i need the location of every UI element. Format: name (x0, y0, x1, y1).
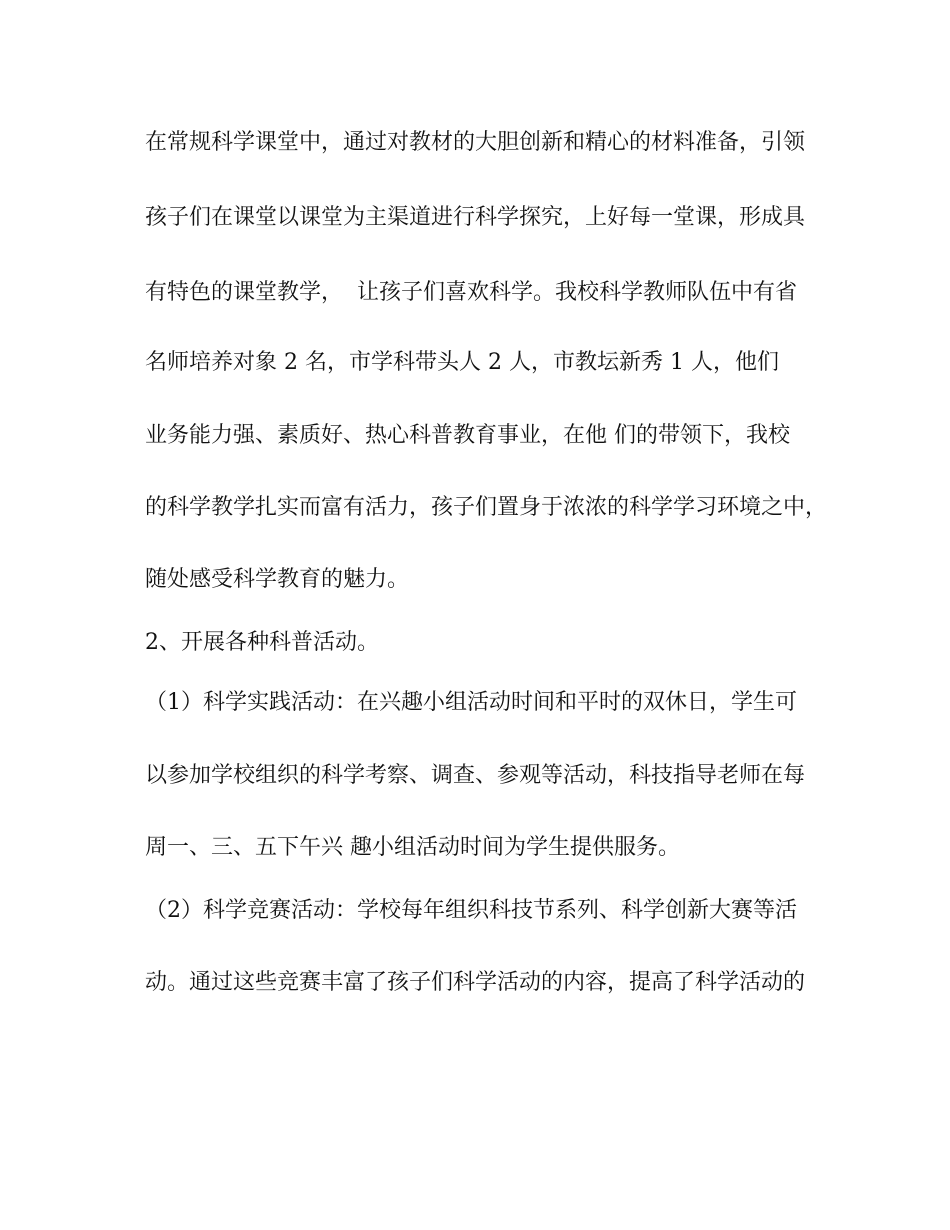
paragraph-line: 名师培养对象 2 名，市学科带头人 2 人，市教坛新秀 1 人，他们 (145, 350, 779, 375)
section-heading: 2、开展各种科普活动。 (145, 630, 379, 655)
paragraph-line: 动。通过这些竞赛丰富了孩子们科学活动的内容，提高了科学活动的 (145, 970, 806, 995)
paragraph-line: 周一、三、五下午兴 趣小组活动时间为学生提供服务。 (145, 835, 680, 860)
paragraph-line: 在常规科学课堂中，通过对教材的大胆创新和精心的材料准备，引领 (145, 130, 806, 155)
paragraph-line: 以参加学校组织的科学考察、调查、参观等活动，科技指导老师在每 (145, 763, 806, 788)
paragraph-line: 有特色的课堂教学， 让孩子们喜欢科学。我校科学教师队伍中有省 (145, 280, 797, 305)
paragraph-line: 孩子们在课堂以课堂为主渠道进行科学探究，上好每一堂课，形成具 (145, 205, 806, 230)
paragraph-line: （2）科学竞赛活动：学校每年组织科技节系列、科学创新大赛等活 (145, 898, 797, 923)
paragraph-line: 业务能力强、素质好、热心科普教育事业，在他 们的带领下，我校 (145, 423, 790, 448)
paragraph-line: （1）科学实践活动：在兴趣小组活动时间和平时的双休日，学生可 (145, 690, 797, 715)
paragraph-line: 的科学教学扎实而富有活力，孩子们置身于浓浓的科学学习环境之中， (145, 495, 828, 520)
paragraph-line: 随处感受科学教育的魅力。 (145, 567, 410, 592)
